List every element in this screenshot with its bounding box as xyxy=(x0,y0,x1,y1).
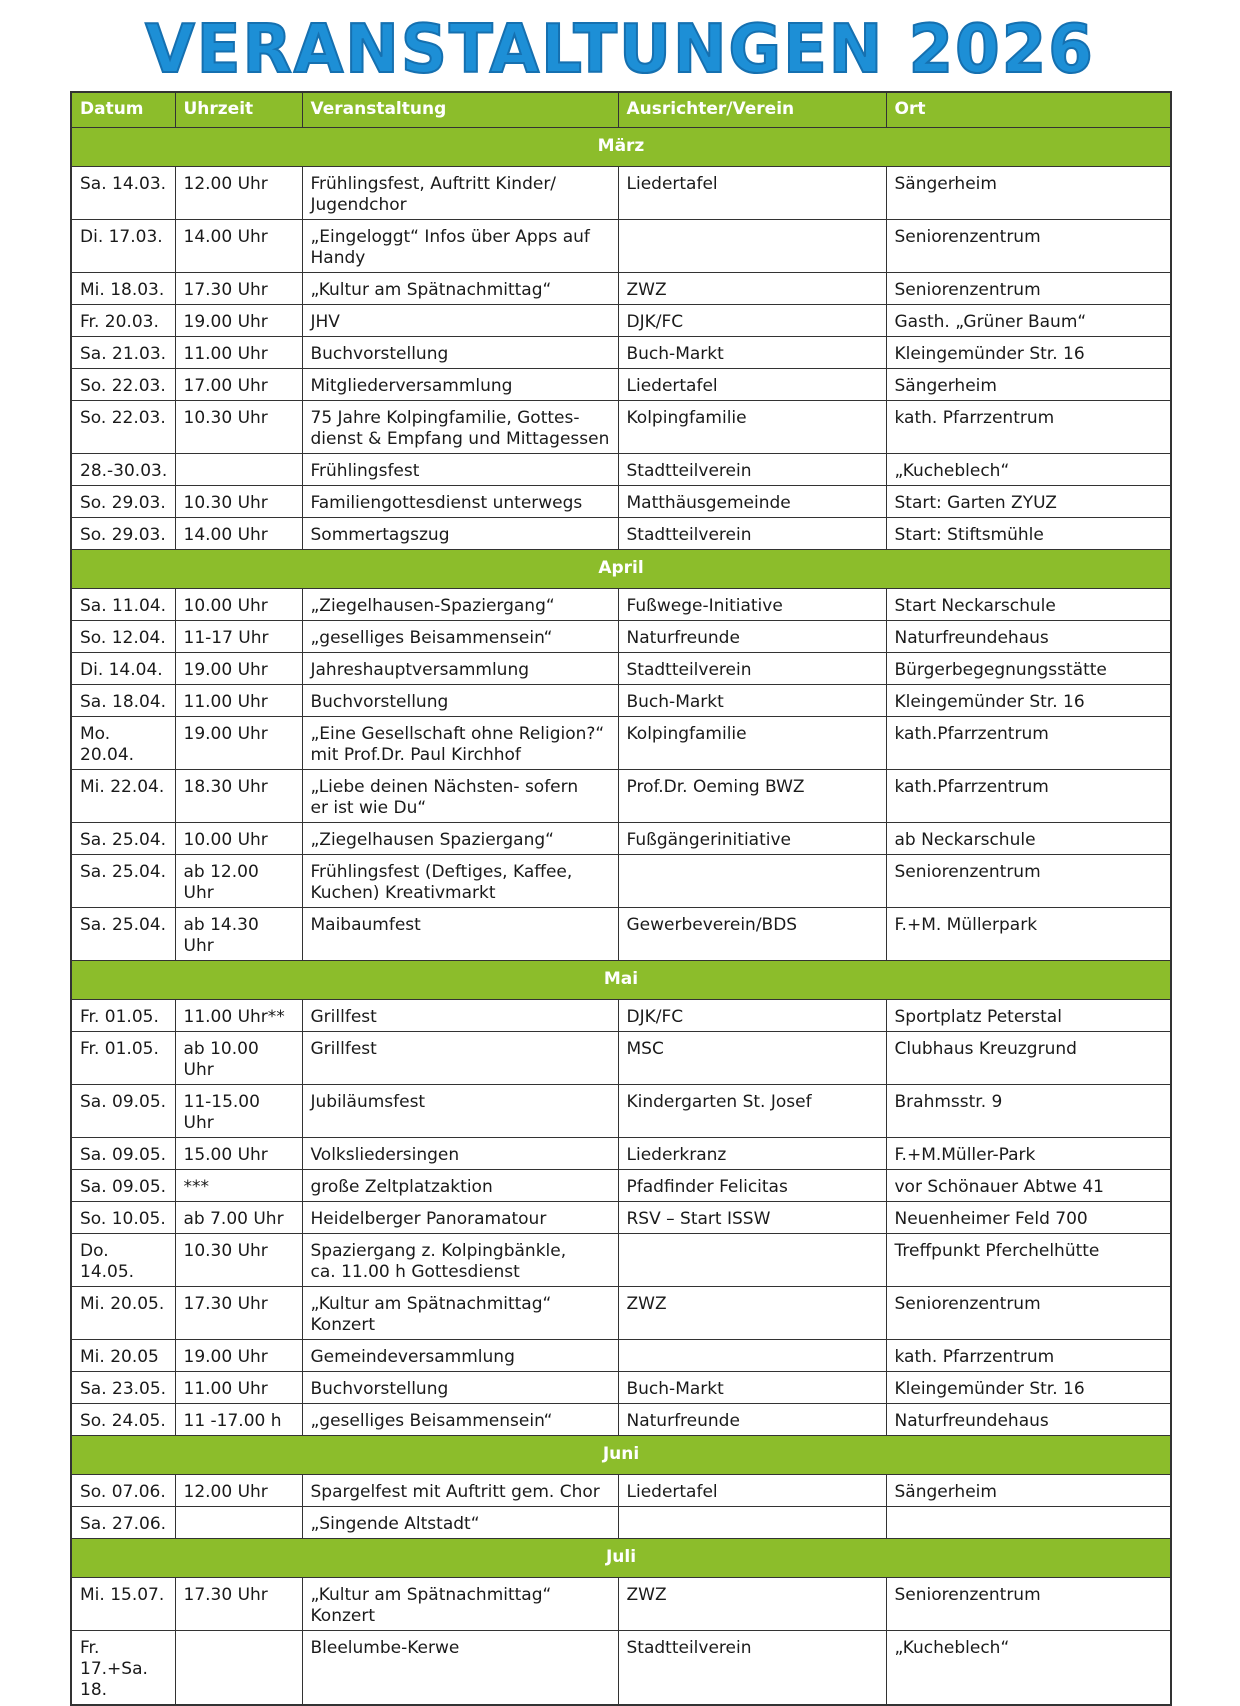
cell-ort: „Kucheblech“ xyxy=(886,454,1171,486)
cell-uhrzeit: ab 10.00 Uhr xyxy=(175,1032,302,1085)
cell-ausrichter: Kolpingfamilie xyxy=(618,717,886,770)
cell-uhrzeit xyxy=(175,1507,302,1539)
month-row xyxy=(71,1539,1171,1578)
cell-datum: Sa. 25.04. xyxy=(71,908,175,961)
cell-datum: Sa. 21.03. xyxy=(71,337,175,369)
cell-ausrichter: Fußwege-Initiative xyxy=(618,589,886,621)
table-row xyxy=(71,1578,1171,1631)
month-row xyxy=(71,961,1171,1000)
cell-ort: ab Neckarschule xyxy=(886,823,1171,855)
cell-datum: So. 29.03. xyxy=(71,518,175,550)
cell-ausrichter: Matthäusgemeinde xyxy=(618,486,886,518)
table-row xyxy=(71,220,1171,273)
cell-veranstaltung: „Kultur am Spätnachmittag“ Konzert xyxy=(302,1287,618,1340)
cell-veranstaltung: Buchvorstellung xyxy=(302,1372,618,1404)
cell-veranstaltung: „Singende Altstadt“ xyxy=(302,1507,618,1539)
cell-uhrzeit: *** xyxy=(175,1170,302,1202)
cell-datum: Mi. 20.05 xyxy=(71,1340,175,1372)
cell-uhrzeit: 11-15.00 Uhr xyxy=(175,1085,302,1138)
cell-veranstaltung: „Kultur am Spätnachmittag“ Konzert xyxy=(302,1578,618,1631)
cell-ort: Seniorenzentrum xyxy=(886,1287,1171,1340)
cell-veranstaltung: Mitgliederversammlung xyxy=(302,369,618,401)
cell-veranstaltung: Frühlingsfest (Deftiges, Kaffee, Kuchen) Kreativmarkt xyxy=(302,855,618,908)
header-ort: Ort xyxy=(886,92,1171,128)
cell-ort: Sportplatz Peterstal xyxy=(886,1000,1171,1032)
cell-datum: Fr. 01.05. xyxy=(71,1000,175,1032)
cell-ausrichter xyxy=(618,1234,886,1287)
cell-uhrzeit: 12.00 Uhr xyxy=(175,1475,302,1507)
cell-ort: Clubhaus Kreuzgrund xyxy=(886,1032,1171,1085)
cell-ausrichter: Stadtteilverein xyxy=(618,1631,886,1706)
table-row xyxy=(71,1170,1171,1202)
table-row xyxy=(71,1340,1171,1372)
cell-ausrichter: Buch-Markt xyxy=(618,1372,886,1404)
cell-veranstaltung: „Liebe deinen Nächsten- sofern er ist wie Du“ xyxy=(302,770,618,823)
table-row xyxy=(71,1631,1171,1706)
table-row xyxy=(71,1000,1171,1032)
table-row xyxy=(71,908,1171,961)
cell-datum: Sa. 11.04. xyxy=(71,589,175,621)
cell-veranstaltung: „Ziegelhausen-Spaziergang“ xyxy=(302,589,618,621)
cell-veranstaltung: „Ziegelhausen Spaziergang“ xyxy=(302,823,618,855)
cell-ausrichter: MSC xyxy=(618,1032,886,1085)
cell-uhrzeit: 10.00 Uhr xyxy=(175,589,302,621)
cell-veranstaltung: Jubiläumsfest xyxy=(302,1085,618,1138)
cell-veranstaltung: Familiengottesdienst unterwegs xyxy=(302,486,618,518)
cell-veranstaltung: große Zeltplatzaktion xyxy=(302,1170,618,1202)
cell-uhrzeit: 11 -17.00 h xyxy=(175,1404,302,1436)
table-row xyxy=(71,1507,1171,1539)
cell-uhrzeit: ab 7.00 Uhr xyxy=(175,1202,302,1234)
cell-veranstaltung: Bleelumbe-Kerwe xyxy=(302,1631,618,1706)
cell-uhrzeit: 17.00 Uhr xyxy=(175,369,302,401)
table-row xyxy=(71,685,1171,717)
cell-ausrichter xyxy=(618,1507,886,1539)
month-row xyxy=(71,550,1171,589)
table-row xyxy=(71,1138,1171,1170)
cell-ort: „Kucheblech“ xyxy=(886,1631,1171,1706)
table-row xyxy=(71,589,1171,621)
month-row xyxy=(71,1436,1171,1475)
cell-ort: Seniorenzentrum xyxy=(886,855,1171,908)
header-datum: Datum xyxy=(71,92,175,128)
cell-datum: So. 22.03. xyxy=(71,401,175,454)
table-row xyxy=(71,1287,1171,1340)
table-row xyxy=(71,1202,1171,1234)
cell-ausrichter: Buch-Markt xyxy=(618,337,886,369)
cell-datum: So. 12.04. xyxy=(71,621,175,653)
cell-ausrichter: Stadtteilverein xyxy=(618,653,886,685)
cell-ausrichter xyxy=(618,220,886,273)
cell-ausrichter: Fußgängerinitiative xyxy=(618,823,886,855)
cell-datum: Sa. 14.03. xyxy=(71,167,175,220)
cell-veranstaltung: Frühlingsfest, Auftritt Kinder/ Jugendchor xyxy=(302,167,618,220)
cell-ausrichter: Liedertafel xyxy=(618,167,886,220)
cell-datum: So. 10.05. xyxy=(71,1202,175,1234)
month-heading: März xyxy=(71,128,1171,167)
cell-veranstaltung: Gemeindeversammlung xyxy=(302,1340,618,1372)
cell-datum: Do. 14.05. xyxy=(71,1234,175,1287)
cell-datum: Mi. 22.04. xyxy=(71,770,175,823)
table-row xyxy=(71,1085,1171,1138)
cell-veranstaltung: „Eine Gesellschaft ohne Religion?“ mit Prof.Dr. Paul Kirchhof xyxy=(302,717,618,770)
table-row xyxy=(71,454,1171,486)
cell-ort: Brahmsstr. 9 xyxy=(886,1085,1171,1138)
cell-ausrichter: Liederkranz xyxy=(618,1138,886,1170)
cell-ort: Bürgerbegegnungsstätte xyxy=(886,653,1171,685)
cell-ausrichter: Naturfreunde xyxy=(618,1404,886,1436)
cell-ort: Sängerheim xyxy=(886,167,1171,220)
month-heading: April xyxy=(71,550,1171,589)
table-row xyxy=(71,273,1171,305)
cell-ausrichter: Prof.Dr. Oeming BWZ xyxy=(618,770,886,823)
cell-ausrichter: ZWZ xyxy=(618,273,886,305)
cell-datum: Mi. 18.03. xyxy=(71,273,175,305)
cell-datum: Sa. 25.04. xyxy=(71,823,175,855)
cell-veranstaltung: Jahreshauptversammlung xyxy=(302,653,618,685)
cell-datum: So. 22.03. xyxy=(71,369,175,401)
cell-veranstaltung: Heidelberger Panoramatour xyxy=(302,1202,618,1234)
header-veranstaltung: Veranstaltung xyxy=(302,92,618,128)
table-row xyxy=(71,1475,1171,1507)
cell-ort: vor Schönauer Abtwe 41 xyxy=(886,1170,1171,1202)
cell-datum: Sa. 25.04. xyxy=(71,855,175,908)
events-body xyxy=(71,128,1171,1706)
cell-uhrzeit: 17.30 Uhr xyxy=(175,1578,302,1631)
cell-veranstaltung: Volksliedersingen xyxy=(302,1138,618,1170)
cell-uhrzeit: 11.00 Uhr** xyxy=(175,1000,302,1032)
header-ausrichter: Ausrichter/Verein xyxy=(618,92,886,128)
cell-uhrzeit: 14.00 Uhr xyxy=(175,518,302,550)
cell-ort: Sängerheim xyxy=(886,1475,1171,1507)
cell-veranstaltung: JHV xyxy=(302,305,618,337)
title-container xyxy=(0,11,1240,89)
cell-ort: Gasth. „Grüner Baum“ xyxy=(886,305,1171,337)
cell-ort: F.+M. Müllerpark xyxy=(886,908,1171,961)
cell-ausrichter: DJK/FC xyxy=(618,305,886,337)
cell-uhrzeit: 19.00 Uhr xyxy=(175,653,302,685)
cell-datum: Sa. 09.05. xyxy=(71,1170,175,1202)
cell-ausrichter: Stadtteilverein xyxy=(618,518,886,550)
cell-veranstaltung: Spargelfest mit Auftritt gem. Chor xyxy=(302,1475,618,1507)
cell-ort: Kleingemünder Str. 16 xyxy=(886,337,1171,369)
cell-datum: Mo. 20.04. xyxy=(71,717,175,770)
cell-datum: Di. 17.03. xyxy=(71,220,175,273)
month-heading: Juli xyxy=(71,1539,1171,1578)
cell-veranstaltung: „geselliges Beisammensein“ xyxy=(302,1404,618,1436)
table-row xyxy=(71,401,1171,454)
cell-veranstaltung: Grillfest xyxy=(302,1000,618,1032)
cell-uhrzeit: 19.00 Uhr xyxy=(175,305,302,337)
month-row xyxy=(71,128,1171,167)
cell-datum: Sa. 23.05. xyxy=(71,1372,175,1404)
cell-veranstaltung: Buchvorstellung xyxy=(302,337,618,369)
cell-datum: Di. 14.04. xyxy=(71,653,175,685)
table-row xyxy=(71,717,1171,770)
cell-datum: 28.-30.03. xyxy=(71,454,175,486)
cell-veranstaltung: Buchvorstellung xyxy=(302,685,618,717)
cell-datum: Mi. 20.05. xyxy=(71,1287,175,1340)
cell-veranstaltung: Spaziergang z. Kolpingbänkle, ca. 11.00 h Gottesdienst xyxy=(302,1234,618,1287)
cell-uhrzeit: 17.30 Uhr xyxy=(175,1287,302,1340)
table-row xyxy=(71,486,1171,518)
cell-uhrzeit: 11.00 Uhr xyxy=(175,1372,302,1404)
cell-ort: Seniorenzentrum xyxy=(886,220,1171,273)
cell-ort: Start: Stiftsmühle xyxy=(886,518,1171,550)
cell-ort: Kleingemünder Str. 16 xyxy=(886,1372,1171,1404)
month-heading: Juni xyxy=(71,1436,1171,1475)
cell-ort: Start Neckarschule xyxy=(886,589,1171,621)
table-row xyxy=(71,1234,1171,1287)
cell-ort: Neuenheimer Feld 700 xyxy=(886,1202,1171,1234)
table-row xyxy=(71,1372,1171,1404)
cell-datum: Sa. 18.04. xyxy=(71,685,175,717)
events-table xyxy=(70,91,1172,1706)
cell-datum: So. 07.06. xyxy=(71,1475,175,1507)
table-row xyxy=(71,1404,1171,1436)
cell-ort: Naturfreundehaus xyxy=(886,621,1171,653)
cell-datum: So. 24.05. xyxy=(71,1404,175,1436)
cell-datum: Fr. 01.05. xyxy=(71,1032,175,1085)
cell-datum: Fr. 17.+Sa. 18. xyxy=(71,1631,175,1706)
cell-ausrichter: Naturfreunde xyxy=(618,621,886,653)
cell-veranstaltung: 75 Jahre Kolpingfamilie, Gottes- dienst & Empfang und Mittagessen xyxy=(302,401,618,454)
cell-ausrichter: ZWZ xyxy=(618,1287,886,1340)
cell-ausrichter: Buch-Markt xyxy=(618,685,886,717)
cell-uhrzeit: ab 14.30 Uhr xyxy=(175,908,302,961)
cell-uhrzeit: 15.00 Uhr xyxy=(175,1138,302,1170)
cell-ausrichter: Liedertafel xyxy=(618,369,886,401)
cell-uhrzeit: 18.30 Uhr xyxy=(175,770,302,823)
cell-uhrzeit: 19.00 Uhr xyxy=(175,717,302,770)
table-row xyxy=(71,770,1171,823)
cell-uhrzeit: 11-17 Uhr xyxy=(175,621,302,653)
cell-ausrichter: Stadtteilverein xyxy=(618,454,886,486)
cell-ort: Sängerheim xyxy=(886,369,1171,401)
cell-ausrichter xyxy=(618,1340,886,1372)
cell-ort: Seniorenzentrum xyxy=(886,273,1171,305)
cell-uhrzeit: 14.00 Uhr xyxy=(175,220,302,273)
cell-veranstaltung: Maibaumfest xyxy=(302,908,618,961)
cell-uhrzeit: 11.00 Uhr xyxy=(175,685,302,717)
cell-veranstaltung: „geselliges Beisammensein“ xyxy=(302,621,618,653)
table-row xyxy=(71,337,1171,369)
cell-ausrichter: DJK/FC xyxy=(618,1000,886,1032)
cell-ort: Seniorenzentrum xyxy=(886,1578,1171,1631)
cell-datum: Sa. 27.06. xyxy=(71,1507,175,1539)
cell-ausrichter: Liedertafel xyxy=(618,1475,886,1507)
cell-datum: Sa. 09.05. xyxy=(71,1085,175,1138)
header-row xyxy=(71,92,1171,128)
cell-veranstaltung: Grillfest xyxy=(302,1032,618,1085)
cell-uhrzeit: 19.00 Uhr xyxy=(175,1340,302,1372)
table-row xyxy=(71,369,1171,401)
table-row xyxy=(71,305,1171,337)
table-row xyxy=(71,167,1171,220)
cell-ort: kath.Pfarrzentrum xyxy=(886,770,1171,823)
cell-ausrichter xyxy=(618,855,886,908)
table-row xyxy=(71,653,1171,685)
cell-veranstaltung: Sommertagszug xyxy=(302,518,618,550)
cell-ausrichter: Gewerbeverein/BDS xyxy=(618,908,886,961)
cell-ort: F.+M.Müller-Park xyxy=(886,1138,1171,1170)
month-heading: Mai xyxy=(71,961,1171,1000)
cell-uhrzeit: 10.30 Uhr xyxy=(175,1234,302,1287)
cell-ausrichter: Pfadfinder Felicitas xyxy=(618,1170,886,1202)
cell-uhrzeit xyxy=(175,454,302,486)
cell-veranstaltung: „Kultur am Spätnachmittag“ xyxy=(302,273,618,305)
cell-datum: Mi. 15.07. xyxy=(71,1578,175,1631)
cell-uhrzeit: 17.30 Uhr xyxy=(175,273,302,305)
cell-ort xyxy=(886,1507,1171,1539)
cell-uhrzeit: 11.00 Uhr xyxy=(175,337,302,369)
cell-ausrichter: ZWZ xyxy=(618,1578,886,1631)
cell-ort: kath. Pfarrzentrum xyxy=(886,1340,1171,1372)
cell-datum: So. 29.03. xyxy=(71,486,175,518)
cell-uhrzeit xyxy=(175,1631,302,1706)
cell-datum: Sa. 09.05. xyxy=(71,1138,175,1170)
cell-uhrzeit: 10.30 Uhr xyxy=(175,401,302,454)
table-row xyxy=(71,1032,1171,1085)
cell-veranstaltung: Frühlingsfest xyxy=(302,454,618,486)
cell-ausrichter: Kindergarten St. Josef xyxy=(618,1085,886,1138)
cell-uhrzeit: 12.00 Uhr xyxy=(175,167,302,220)
table-row xyxy=(71,621,1171,653)
cell-ort: kath. Pfarrzentrum xyxy=(886,401,1171,454)
cell-uhrzeit: 10.30 Uhr xyxy=(175,486,302,518)
cell-ort: kath.Pfarrzentrum xyxy=(886,717,1171,770)
cell-ausrichter: RSV – Start ISSW xyxy=(618,1202,886,1234)
cell-ort: Treffpunkt Pferchelhütte xyxy=(886,1234,1171,1287)
cell-ort: Naturfreundehaus xyxy=(886,1404,1171,1436)
cell-ausrichter: Kolpingfamilie xyxy=(618,401,886,454)
cell-veranstaltung: „Eingeloggt“ Infos über Apps auf Handy xyxy=(302,220,618,273)
table-row xyxy=(71,855,1171,908)
cell-datum: Fr. 20.03. xyxy=(71,305,175,337)
cell-uhrzeit: 10.00 Uhr xyxy=(175,823,302,855)
table-row xyxy=(71,823,1171,855)
cell-ort: Start: Garten ZYUZ xyxy=(886,486,1171,518)
table-row xyxy=(71,518,1171,550)
header-uhrzeit: Uhrzeit xyxy=(175,92,302,128)
page-title: VERANSTALTUNGEN 2026 xyxy=(145,11,1095,89)
cell-ort: Kleingemünder Str. 16 xyxy=(886,685,1171,717)
cell-uhrzeit: ab 12.00 Uhr xyxy=(175,855,302,908)
